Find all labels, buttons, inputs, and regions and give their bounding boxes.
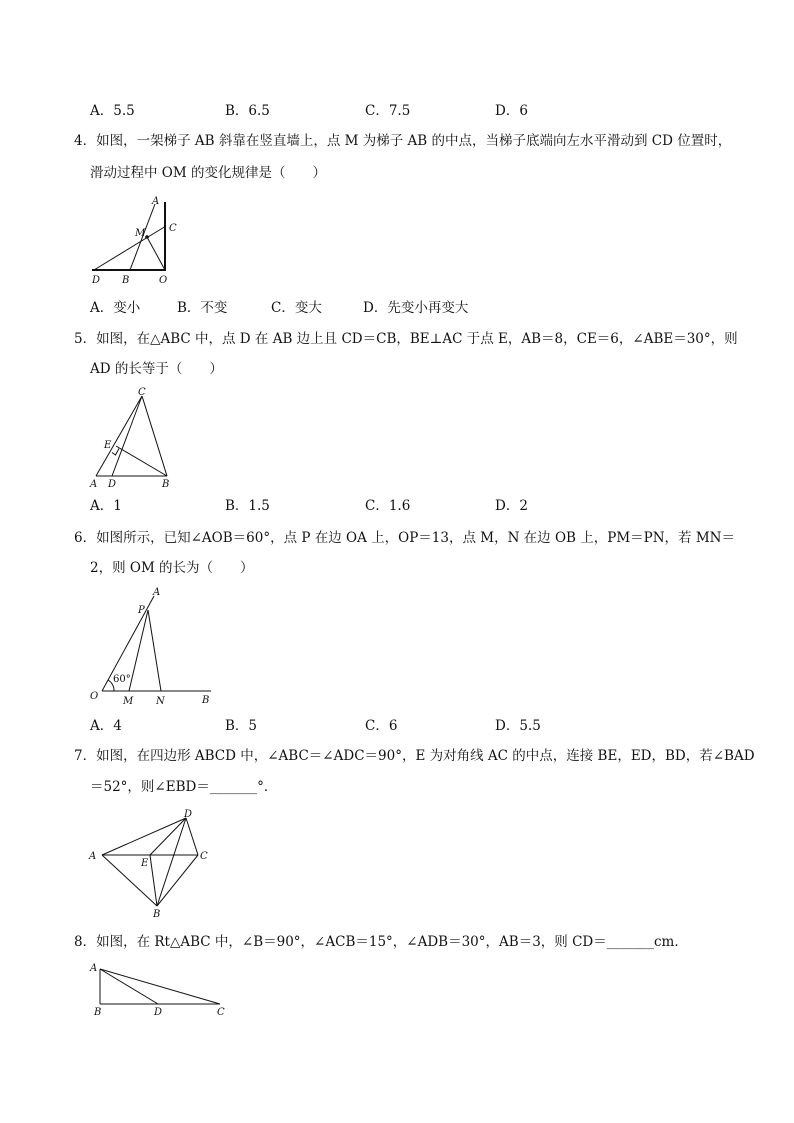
q6-label-b: B [202, 695, 210, 706]
q4-option-b: B．不变 [177, 300, 228, 316]
q4-segment-om [147, 237, 165, 270]
q4-label-a: A [152, 196, 160, 207]
q7-label-b: B [153, 909, 161, 920]
q7-label-d: D [184, 809, 193, 820]
q6-label-angle: 60° [113, 674, 131, 685]
q4-option-a: A．变小 [90, 300, 141, 316]
q6-segment-pn [148, 610, 161, 691]
q5-triangle-figure [86, 385, 186, 491]
q8-label-a: A [90, 963, 98, 974]
q4-label-c: C [169, 223, 177, 234]
q5-label-c: C [138, 387, 146, 398]
q8-segment-ad [100, 969, 158, 1004]
q7-quadrilateral-figure [86, 806, 226, 921]
q6-label-m: M [123, 696, 134, 707]
q4-option-c: C．变大 [271, 300, 322, 316]
q4-label-m: M [135, 228, 146, 239]
q4-options [90, 298, 690, 318]
q8-label-b: B [94, 1007, 102, 1018]
q8-label-d: D [154, 1007, 163, 1018]
q3-option-d: D．6 [495, 103, 528, 119]
q3-option-b: B．6.5 [225, 103, 270, 119]
q4-ladder-cd [94, 226, 166, 270]
q4-stem-line2: 滑动过程中 OM 的变化规律是（ ） [90, 165, 326, 181]
q5-option-b: B．1.5 [225, 498, 270, 514]
q5-label-b: B [162, 479, 170, 490]
q4-option-d: D．先变小再变大 [363, 300, 469, 316]
q6-stem-line1: 6．如图所示，已知∠AOB＝60°，点 P 在边 OA 上，OP＝13，点 M，N 在边 OB 上，PM＝PN，若 MN＝ [74, 530, 735, 546]
q6-label-n: N [156, 696, 165, 707]
q6-options [90, 716, 690, 736]
q5-option-c: C．1.6 [365, 498, 411, 514]
q7-stem-line2: ＝52°，则∠EBD＝_______°． [90, 779, 278, 795]
q5-options [90, 496, 690, 516]
q5-label-a: A [90, 479, 98, 490]
q5-side-ac [96, 396, 142, 476]
q7-side-cb [157, 855, 198, 906]
q7-label-a: A [89, 851, 97, 862]
q5-option-d: D．2 [495, 498, 528, 514]
q7-segment-ed [150, 818, 186, 855]
q6-option-c: C．6 [365, 718, 398, 734]
q5-segment-cd [112, 396, 142, 476]
q5-option-a: A．1 [90, 498, 122, 514]
q5-stem-line2: AD 的长等于（ ） [90, 361, 223, 377]
q4-stem-line1: 4．如图，一架梯子 AB 斜靠在竖直墙上，点 M 为梯子 AB 的中点，当梯子底端向左水平滑动到 CD 位置时， [74, 133, 732, 149]
q7-side-ad [102, 818, 186, 855]
q5-label-e: E [104, 440, 112, 451]
q8-stem: 8．如图，在 Rt△ABC 中，∠B＝90°，∠ACB＝15°，∠ADB＝30°，AB＝3，则 CD＝_______cm． [74, 934, 688, 950]
q7-label-e: E [141, 858, 149, 869]
q3-option-a: A．5.5 [90, 103, 135, 119]
q4-ladder-figure [86, 192, 186, 287]
q4-point-m [145, 235, 149, 239]
q5-stem-line1: 5．如图，在△ABC 中，点 D 在 AB 边上且 CD＝CB，BE⊥AC 于点 E，AB＝8，CE＝6，∠ABE＝30°，则 [74, 331, 738, 347]
q8-label-c: C [217, 1007, 225, 1018]
q4-label-o: O [159, 275, 168, 286]
q6-stem-line2: 2，则 OM 的长为（ ） [90, 560, 254, 576]
q8-side-ac [100, 969, 220, 1004]
q7-side-ba [102, 855, 157, 906]
q6-label-p: P [138, 605, 145, 616]
q6-segment-pm [129, 610, 148, 691]
q3-options [90, 101, 690, 121]
q7-side-dc [186, 818, 198, 855]
q5-right-angle-mark [112, 449, 119, 456]
q6-option-b: B．5 [225, 718, 258, 734]
q7-segment-bd [157, 818, 186, 906]
q4-label-b: B [122, 275, 130, 286]
q4-label-d: D [92, 275, 101, 286]
q6-option-a: A．4 [90, 718, 122, 734]
q6-option-d: D．5.5 [495, 718, 541, 734]
q6-label-o: O [90, 691, 99, 702]
q5-label-d: D [108, 479, 117, 490]
q3-option-c: C．7.5 [365, 103, 411, 119]
q6-angle-figure [86, 584, 221, 708]
q7-segment-be [150, 855, 157, 906]
q6-label-a: A [153, 587, 161, 598]
q7-stem-line1: 7．如图，在四边形 ABCD 中，∠ABC＝∠ADC＝90°，E 为对角线 AC 的中点，连接 BE，ED，BD，若∠BAD [74, 748, 755, 764]
q8-right-triangle-figure [86, 958, 236, 1020]
q7-label-c: C [200, 851, 208, 862]
